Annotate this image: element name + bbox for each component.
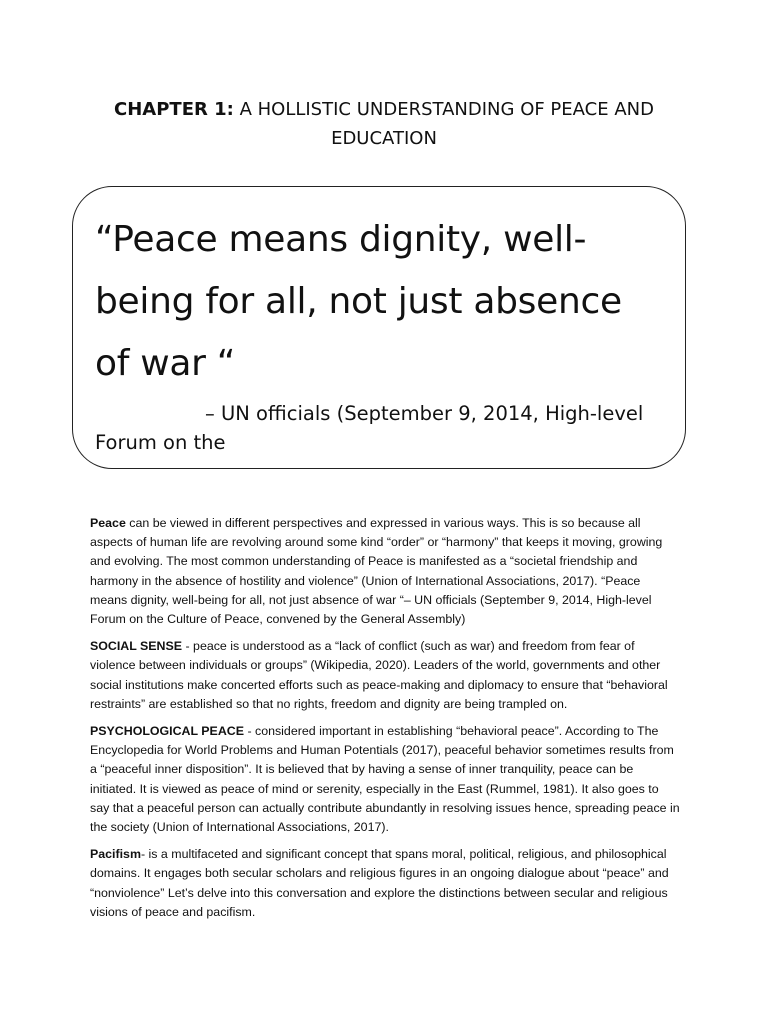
paragraph-peace: [90, 514, 680, 629]
paragraph-text: - considered important in establishing “behavioral peace”. According to The Encyclopedia for World Problems and Human Potentials (2017), peaceful behavior sometimes results from a “peaceful inner disposition”. It is believed that by having a sense of inner tranquility, peace can be initiated. It is viewed as peace of mind or serenity, especially in the East (Rummel, 1981). It also goes to say that a peaceful person can actually contribute abundantly in resolving issues hence, spreading peace in the society (Union of International Associations, 2017).: [90, 724, 680, 835]
paragraph-psychological-peace: [90, 722, 680, 837]
chapter-label: CHAPTER 1:: [114, 99, 234, 120]
term-peace: Peace: [90, 516, 126, 530]
chapter-title: [100, 95, 668, 153]
body-text: [90, 514, 680, 930]
quote-attribution: – UN officials (September 9, 2014, High-level Forum on the: [95, 402, 644, 454]
term-social-sense: SOCIAL SENSE: [90, 639, 183, 654]
paragraph-pacifism: [90, 845, 680, 922]
paragraph-text: can be viewed in different perspectives and expressed in various ways. This is so because all aspects of human life are revolving around some kind “order” or “harmony” that keeps it moving, growing and evolving. The most common understanding of Peace is manifested as a “societal friendship and harmony in the absence of hostility and violence” (Union of International Associations, 2017). “Peace means dignity, well-being for all, not just absence of war “– UN officials (September 9, 2014, High-level Forum on the Culture of Peace, convened by the General Assembly): [90, 516, 663, 627]
quote-text: “Peace means dignity, well-being for all, not just absence of war “: [95, 219, 622, 384]
quote-box: [72, 186, 686, 469]
chapter-heading: A HOLLISTIC UNDERSTANDING OF PEACE AND EDUCATION: [233, 99, 654, 149]
term-pacifism: Pacifism: [90, 847, 141, 862]
paragraph-text: - peace is understood as a “lack of conflict (such as war) and freedom from fear of violence between individuals or groups” (Wikipedia, 2020). Leaders of the world, governments and other social institutions make concerted efforts such as peace-making and diplomacy to ensure that “behavioral restraints” are established so that no rights, freedom and dignity are being trampled on.: [90, 639, 668, 711]
paragraph-text: - is a multifaceted and significant concept that spans moral, political, religious, and philosophical domains. It engages both secular scholars and religious figures in an ongoing dialogue about “peace” and “nonviolence” Let’s delve into this conversation and explore the distinctions between secular and religious visions of peace and pacifism.: [90, 847, 669, 919]
paragraph-social-sense: [90, 637, 680, 714]
term-psychological-peace: PSYCHOLOGICAL PEACE: [90, 724, 244, 739]
